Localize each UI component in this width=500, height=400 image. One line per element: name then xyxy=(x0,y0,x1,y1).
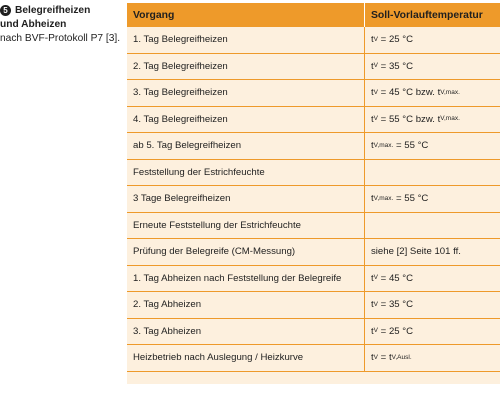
temp-main: t xyxy=(371,87,374,99)
table-row xyxy=(127,345,500,372)
figure-caption xyxy=(0,4,124,46)
cell-soll-vorlauftemperatur: t V,max. = 55 °C xyxy=(371,193,429,205)
table-row xyxy=(127,80,500,107)
cell-soll-vorlauftemperatur: t V = t V,Ausl. xyxy=(371,352,412,364)
cell-vorgang: 4. Tag Belegreifheizen xyxy=(127,107,365,133)
table-row xyxy=(127,27,500,54)
temp-value: = 25 °C xyxy=(378,34,414,46)
temp-value: = 45 °C xyxy=(378,272,414,284)
table-row xyxy=(127,160,500,187)
table-row xyxy=(127,213,500,240)
cell-soll-vorlauftemperatur: t V = 55 °C bzw. t V,max. xyxy=(371,113,460,125)
table-row xyxy=(127,292,500,319)
cell-vorgang: Prüfung der Belegreife (CM-Messung) xyxy=(127,239,365,265)
cell-vorgang: 2. Tag Abheizen xyxy=(127,292,365,318)
temp-main: t xyxy=(371,60,374,72)
temp-value: = 55 °C xyxy=(393,193,429,205)
temp-main: t xyxy=(371,352,374,364)
temp-main: t xyxy=(371,272,374,284)
table-row xyxy=(127,239,500,266)
temp-main: t xyxy=(371,34,374,46)
temp-main: t xyxy=(371,325,374,337)
heating-protocol-table xyxy=(127,3,500,384)
table-footer-band xyxy=(127,372,500,384)
caption-title-line1: Belegreifheizen xyxy=(15,5,91,16)
cell-vorgang: 2. Tag Belegreifheizen xyxy=(127,54,365,80)
cell-soll-vorlauftemperatur: t V = 35 °C xyxy=(371,60,414,72)
cell-vorgang: Heizbetrieb nach Auslegung / Heizkurve xyxy=(127,345,365,371)
cell-vorgang: 1. Tag Abheizen nach Feststellung der Belegreife xyxy=(127,266,365,292)
temp-value: = 55 °C xyxy=(393,140,429,152)
table-row xyxy=(127,54,500,81)
cell-soll-vorlauftemperatur: t V = 25 °C xyxy=(371,34,414,46)
temp-main: t xyxy=(371,299,374,311)
cell-soll-vorlauftemperatur: t V = 35 °C xyxy=(371,299,414,311)
table-row xyxy=(127,133,500,160)
temp-value: = 35 °C xyxy=(378,60,414,72)
header-vorgang: Vorgang xyxy=(127,3,365,27)
temp-value: = 35 °C xyxy=(378,299,414,311)
cell-vorgang: Feststellung der Estrichfeuchte xyxy=(127,160,365,186)
caption-number-badge: 5 xyxy=(0,5,11,16)
temp-value: = t xyxy=(378,352,392,364)
cell-vorgang: Erneute Feststellung der Estrichfeuchte xyxy=(127,213,365,239)
table-row xyxy=(127,266,500,293)
cell-vorgang: 3. Tag Belegreifheizen xyxy=(127,80,365,106)
temp-value: = 45 °C bzw. t xyxy=(378,87,441,99)
caption-title-line2: und Abheizen xyxy=(0,19,67,30)
cell-soll-vorlauftemperatur xyxy=(365,239,500,265)
cell-soll-vorlauftemperatur: t V = 25 °C xyxy=(371,325,414,337)
caption-title xyxy=(0,4,124,18)
cell-soll-vorlauftemperatur xyxy=(365,160,500,186)
cell-soll-vorlauftemperatur xyxy=(365,213,500,239)
cell-vorgang: 1. Tag Belegreifheizen xyxy=(127,27,365,53)
temp-main: t xyxy=(371,140,374,152)
temp-value: = 25 °C xyxy=(378,325,414,337)
temp-main: t xyxy=(371,193,374,205)
temp-main: t xyxy=(371,113,374,125)
cell-vorgang: ab 5. Tag Belegreifheizen xyxy=(127,133,365,159)
cell-soll-vorlauftemperatur: t V = 45 °C xyxy=(371,272,414,284)
table-row xyxy=(127,186,500,213)
table-row xyxy=(127,319,500,346)
cell-soll-vorlauftemperatur: t V = 45 °C bzw. t V,max. xyxy=(371,87,460,99)
table-row xyxy=(127,107,500,134)
temp-main: siehe [2] Seite 101 ff. xyxy=(371,246,461,258)
cell-vorgang: 3 Tage Belegreifheizen xyxy=(127,186,365,212)
table-body xyxy=(127,27,500,372)
cell-vorgang: 3. Tag Abheizen xyxy=(127,319,365,345)
header-soll-vorlauftemperatur: Soll-Vorlauftemperatur xyxy=(371,9,483,21)
table-header xyxy=(127,3,500,27)
temp-value: = 55 °C bzw. t xyxy=(378,113,441,125)
caption-subtitle: nach BVF-Protokoll P7 [3]. xyxy=(0,33,121,44)
cell-soll-vorlauftemperatur: t V,max. = 55 °C xyxy=(371,140,429,152)
